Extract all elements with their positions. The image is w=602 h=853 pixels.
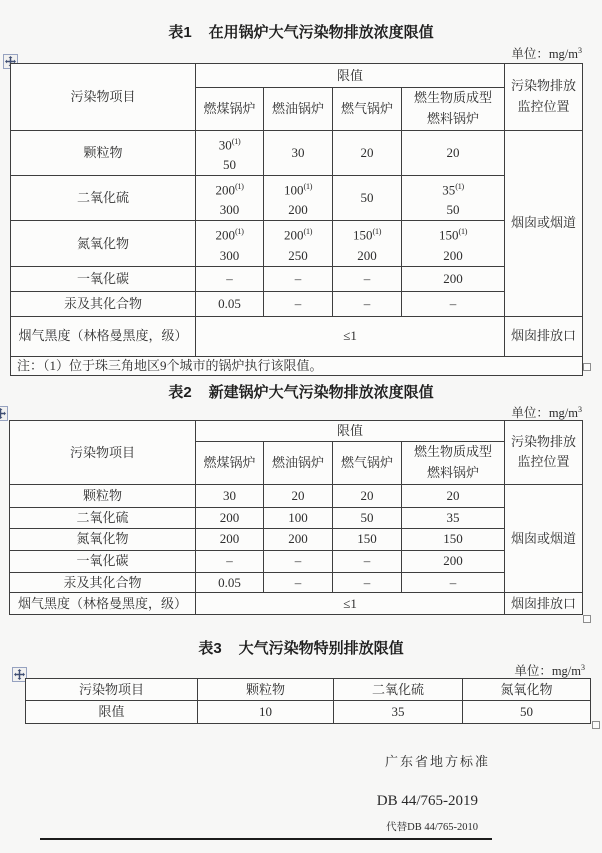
t1-header-monitoring-location: 污染物排放监控位置 (505, 64, 583, 131)
table1-unit-label (511, 44, 582, 62)
value-cell: – (333, 266, 402, 291)
value-cell: 30$^{(1)}$ 50 (196, 130, 264, 175)
t1-header-coal-boiler: 燃煤锅炉 (196, 88, 264, 131)
footer-divider (40, 838, 492, 840)
t1-header-pollutant-item: 污染物项目 (11, 64, 196, 131)
t2-header-limit: 限值 (196, 421, 505, 442)
table-row (10, 572, 583, 593)
value-cell: 0.05 (196, 572, 264, 593)
unit-sup: 3 (581, 662, 585, 672)
t2-header-oil-boiler: 燃油锅炉 (264, 442, 333, 485)
table2-emission-limits-new (9, 420, 583, 615)
table-row (10, 593, 583, 615)
t1-blackness-value: ≤1 (196, 316, 505, 356)
value-cell: 30 (196, 484, 264, 507)
value-cell: – (333, 291, 402, 316)
value-cell: – (264, 550, 333, 572)
t1-row-label-mercury: 汞及其化合物 (11, 291, 196, 316)
value-cell: 30 (264, 130, 333, 175)
table3-special-emission-limits (25, 678, 591, 724)
value-cell: 100$^{(1)}$ 200 (264, 175, 333, 220)
table3-resize-handle[interactable] (592, 721, 600, 729)
t1-row-label-so2: 二氧化硫 (11, 175, 196, 220)
value-cell: 20 (333, 484, 402, 507)
standard-replaces: 代替DB 44/765-2010 (386, 822, 478, 833)
value-cell: – (264, 572, 333, 593)
standard-org-label: 广东省地方标准 (384, 754, 490, 769)
t3-header-pollutant-item: 污染物项目 (26, 679, 198, 701)
value-cell: 150$^{(1)}$ 200 (402, 221, 505, 266)
value-cell: 150$^{(1)}$ 200 (333, 221, 402, 266)
unit-prefix: 单位： (511, 47, 549, 61)
value-cell: 50 (333, 507, 402, 528)
table1-emission-limits-in-use (10, 63, 583, 376)
value-cell: 10 (198, 701, 334, 724)
move-arrows-icon (0, 408, 6, 419)
table3-unit-label (514, 661, 585, 679)
t2-header-coal-boiler: 燃煤锅炉 (196, 442, 264, 485)
value-cell: 20 (402, 130, 505, 175)
value-cell: 50 (333, 175, 402, 220)
value-cell: 20 (264, 484, 333, 507)
t2-blackness-location: 烟囱排放口 (505, 593, 583, 615)
value-cell: 35$^{(1)}$ 50 (402, 175, 505, 220)
table2-move-handle-icon[interactable] (0, 406, 8, 421)
t1-monitoring-location-value: 烟囱或烟道 (505, 130, 583, 316)
value-cell: 35 (402, 507, 505, 528)
table2-title (0, 381, 602, 402)
t1-footnote: 注：（1）位于珠三角地区9个城市的锅炉执行该限值。 (11, 356, 583, 376)
value-cell: 20 (402, 484, 505, 507)
t1-header-biomass-boiler: 燃生物质成型燃料锅炉 (402, 88, 505, 131)
value-cell: 100 (264, 507, 333, 528)
table2-resize-handle[interactable] (583, 615, 591, 623)
t2-row-label-mercury: 汞及其化合物 (10, 572, 196, 593)
table-row (11, 316, 583, 356)
value-cell: 20 (333, 130, 402, 175)
move-arrows-icon (14, 669, 25, 680)
t2-row-label-co: 一氧化碳 (10, 550, 196, 572)
table1-title (0, 21, 602, 42)
t3-header-particulate: 颗粒物 (198, 679, 334, 701)
value-cell: 200 (402, 550, 505, 572)
t3-header-so2: 二氧化硫 (334, 679, 463, 701)
table-row (10, 507, 583, 528)
unit-sup: 3 (578, 45, 582, 55)
value-cell: 200 (402, 266, 505, 291)
t2-header-biomass-boiler: 燃生物质成型燃料锅炉 (402, 442, 505, 485)
t2-blackness-value: ≤1 (196, 593, 505, 615)
value-cell: – (333, 550, 402, 572)
t1-header-gas-boiler: 燃气锅炉 (333, 88, 402, 131)
value-cell: 200 (196, 528, 264, 550)
table2-tag: 表2 (168, 384, 192, 401)
value-cell: 50 (463, 701, 591, 724)
unit-sup: 3 (578, 404, 582, 414)
value-cell: 150 (333, 528, 402, 550)
table-row (11, 356, 583, 376)
t2-row-label-blackness: 烟气黑度（林格曼黑度，级） (10, 593, 196, 615)
t2-header-pollutant-item: 污染物项目 (10, 421, 196, 485)
t2-row-label-particulate: 颗粒物 (10, 484, 196, 507)
table1-resize-handle[interactable] (583, 363, 591, 371)
t3-row-label-limit: 限值 (26, 701, 198, 724)
table3-title (0, 637, 602, 658)
value-cell: – (402, 291, 505, 316)
table2-title-text: 新建锅炉大气污染物排放浓度限值 (208, 384, 434, 401)
value-cell: – (196, 550, 264, 572)
value-cell: 150 (402, 528, 505, 550)
t1-row-label-particulate: 颗粒物 (11, 130, 196, 175)
value-cell: – (333, 572, 402, 593)
t1-row-label-nox: 氮氧化物 (11, 221, 196, 266)
value-cell: – (264, 266, 333, 291)
t1-blackness-location: 烟囱排放口 (505, 316, 583, 356)
value-cell: 200$^{(1)}$ 300 (196, 221, 264, 266)
table-row (11, 221, 583, 266)
table-row (10, 484, 583, 507)
t2-monitoring-location-value: 烟囱或烟道 (505, 484, 583, 593)
t1-header-oil-boiler: 燃油锅炉 (264, 88, 333, 131)
table-row (11, 291, 583, 316)
value-cell: 200 (196, 507, 264, 528)
standard-code: DB 44/765-2019 (376, 793, 478, 809)
value-cell: – (264, 291, 333, 316)
table-row (11, 175, 583, 220)
t2-row-label-so2: 二氧化硫 (10, 507, 196, 528)
table3-tag: 表3 (198, 640, 222, 657)
t3-header-nox: 氮氧化物 (463, 679, 591, 701)
unit-value: mg/m (548, 47, 578, 61)
value-cell: 200$^{(1)}$ 300 (196, 175, 264, 220)
t1-row-label-co: 一氧化碳 (11, 266, 196, 291)
value-cell: – (402, 572, 505, 593)
table-row (10, 550, 583, 572)
table-row (11, 130, 583, 175)
table-row (11, 266, 583, 291)
value-cell: – (196, 266, 264, 291)
unit-prefix: 单位： (514, 664, 552, 678)
value-cell: 200$^{(1)}$ 250 (264, 221, 333, 266)
table-row (10, 528, 583, 550)
t1-header-limit: 限值 (196, 64, 505, 88)
value-cell: 35 (334, 701, 463, 724)
value-cell: 200 (264, 528, 333, 550)
unit-prefix: 单位： (511, 406, 549, 420)
table1-tag: 表1 (168, 24, 192, 41)
table1-title-text: 在用锅炉大气污染物排放浓度限值 (208, 24, 434, 41)
t2-header-monitoring-location: 污染物排放监控位置 (505, 421, 583, 485)
t1-row-label-blackness: 烟气黑度（林格曼黑度，级） (11, 316, 196, 356)
t2-row-label-nox: 氮氧化物 (10, 528, 196, 550)
table-row (26, 701, 591, 724)
unit-value: mg/m (548, 406, 578, 420)
table2-unit-label (511, 403, 582, 421)
t2-header-gas-boiler: 燃气锅炉 (333, 442, 402, 485)
unit-value: mg/m (551, 664, 581, 678)
table3-title-text: 大气污染物特别排放限值 (238, 640, 404, 657)
value-cell: 0.05 (196, 291, 264, 316)
